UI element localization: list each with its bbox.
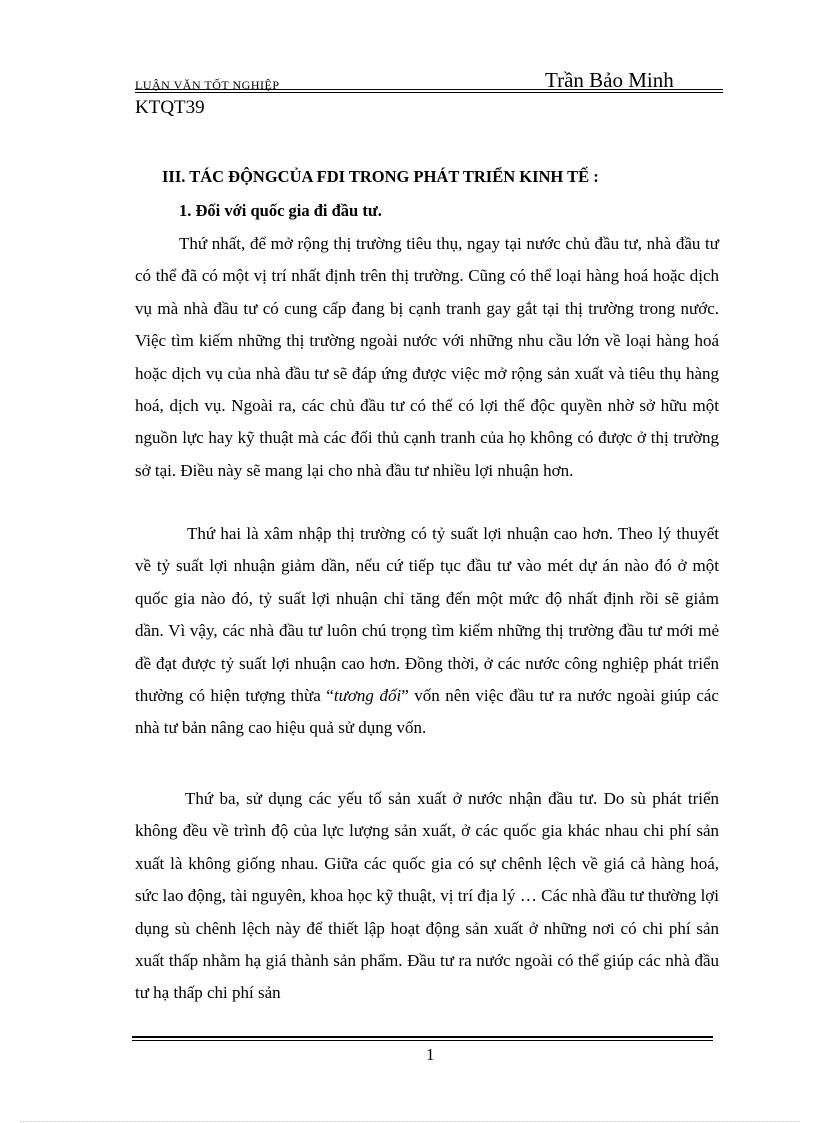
- paragraph-2: [135, 518, 719, 745]
- paragraph-3: Thứ ba, sử dụng các yếu tố sản xuất ở nước nhận đầu tư. Do sù phát triển không đều về trình độ của lực lượng sản xuất, ở các quốc gia khác nhau chi phí sản xuất là không giống nhau. Giữa các quốc gia có sự chênh lệch về giá cả hàng hoá, sức lao động, tài nguyên, khoa học kỹ thuật, vị trí địa lý … Các nhà đầu tư thường lợi dụng sù chênh lệch này để thiết lập hoạt động sản xuất ở những nơi có chi phí sản xuất thấp nhằm hạ giá thành sản phẩm. Đầu tư ra nước ngoài có thể giúp các nhà đầu tư hạ thấp chi phí sản: [135, 789, 719, 1003]
- paragraph-2-text-a: Thứ hai là xâm nhập thị trường có tỷ suất lợi nhuận cao hơn. Theo lý thuyết về tỷ suất lợi nhuận giảm dần, nếu cứ tiếp tục đầu tư vào mét dự án nào đó ở một quốc gia nào đó, tỷ suất lợi nhuận chỉ tăng đến một mức độ nhất định rồi sẽ giảm dần. Vì vậy, các nhà đầu tư luôn chú trọng tìm kiếm những thị trường đầu tư mới mẻ đề đạt được tỷ suất lợi nhuận cao hơn. Đồng thời, ở các nước công nghiệp phát triển thường có hiện tượng thừa “: [135, 524, 719, 706]
- paragraph-2-italic-term: tương đối: [333, 686, 402, 706]
- paragraph-1: Thứ nhất, để mở rộng thị trường tiêu thụ, ngay tại nước chủ đầu tư, nhà đầu tư có thể đã có một vị trí nhất định trên thị trường. Cũng có thể loại hàng hoá hoặc dịch vụ mà nhà đầu tư có cung cấp đang bị cạnh tranh gay gắt tại thị trường trong nước. Việc tìm kiếm những thị trường ngoài nước với những nhu cầu lớn về loại hàng hoá hoặc dịch vụ của nhà đầu tư sẽ đáp ứng được việc mở rộng sản xuất và tiêu thụ hàng hoá, dịch vụ. Ngoài ra, các chủ đầu tư có thể có lợi thế độc quyền nhờ sở hữu một nguồn lực hay kỹ thuật mà các đối thủ cạnh tranh của họ không có được ở thị trường sở tại. Điều này sẽ mang lại cho nhà đầu tư nhiều lợi nhuận hơn.: [135, 234, 719, 480]
- page-number: 1: [426, 1045, 435, 1064]
- header-author: Trần Bảo Minh: [545, 68, 674, 92]
- header-thesis-label: LUẬN VĂN TỐT NGHIỆP: [135, 78, 280, 92]
- section-title: III. TÁC ĐỘNGCỦA FDI TRONG PHÁT TRIỂN KINH TẾ :: [162, 167, 599, 186]
- footer-rule: [132, 1036, 713, 1041]
- page-edge-divider: [20, 1121, 800, 1122]
- header-class-code: KTQT39: [135, 97, 205, 118]
- header-rule: [135, 89, 723, 93]
- subsection-title: 1. Đối với quốc gia đi đầu tư.: [179, 201, 382, 220]
- paragraph-2-text-b: ” vốn nên việc đầu tư ra nước ngoài giúp các nhà tư bản nâng cao hiệu quả sử dụng vốn.: [135, 686, 719, 738]
